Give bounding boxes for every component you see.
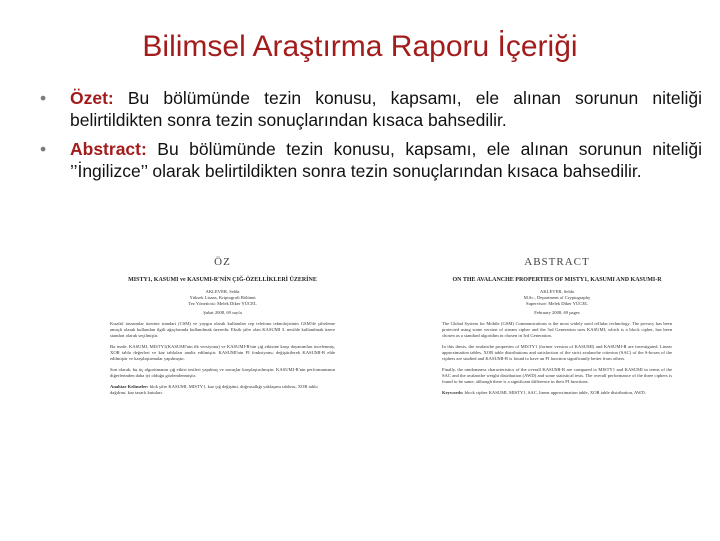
doc-label: ÖZ	[214, 256, 231, 268]
doc-label: ABSTRACT	[524, 256, 590, 268]
doc-author: AKLEVER, Selda	[540, 288, 574, 294]
doc-title: ON THE AVALANCHE PROPERTIES OF MISTY1, KASUMI AND KASUMI-R	[452, 277, 662, 283]
doc-meta	[442, 289, 672, 316]
doc-title: MISTY1, KASUMI ve KASUMI-R'NİN ÇIĞ-ÖZELLİKLERİ ÜZERİNE	[128, 277, 317, 283]
slide-title: Bilimsel Araştırma Raporu İçeriği	[142, 30, 578, 63]
bullet-text: Bu bölümünde tezin konusu, kapsamı, ele alınan sorunun niteliği ’’İngilizce’’ olarak belirtildikten sonra tezin sonuçlarından kısaca bahsedilir.	[70, 139, 702, 181]
bullet-ozet	[40, 88, 702, 131]
doc-paragraph: Bu tezde, KASUMI, MISTY1(KASUMI'nin ilk versiyonu) ve KASUMI-R'nin çığ etkisine karşı dayanımları incelenmiş, XOR tablo değerleri ve kaz tabloları analiz edilmiştir. KASUMI'nin FI fonksiyonu, değiştirilerek KASUMI-R elde edilmiştir ve karşılaştırmalar yapılmıştır.	[110, 343, 335, 361]
doc-keywords-label: Keywords:	[442, 389, 464, 395]
doc-keywords-text: blok şifre KASUMI, MISTY1, kaz çığ değişimi, doğrusallığı yaklaşımı tablosu, XOR tablo dağılımı, kaz tasarlı kutuları.	[110, 383, 318, 395]
doc-keywords	[442, 390, 672, 396]
bullet-list	[40, 88, 702, 190]
doc-supervisor: Tez Yöneticisi: Melek Diker YÜCEL	[188, 300, 257, 306]
doc-paragraph: The Global System for Mobile (GSM) Communications is the most widely used cellular technology. The privacy has been protected using some version of stream cipher and the 3rd Generation uses KASUMI, which is a block cipher, has been chosen as a standard algorithm in chosen in 3rd Generation.	[442, 320, 672, 338]
doc-paragraph: Finally, the randomness characteristics of the overall KASUMI-R are compared to MISTY1 and KASUMI in terms of the SAC and the avalanche weight distribution (AWD) and some statistical tests. The overall performance of the three ciphers is found to be same, although there is a significant difference in their FI functions.	[442, 366, 672, 384]
doc-paragraph: Kısaltıl tasarımlar üzerine standart (CSM) ve yaygın olarak kullanılan cep telefonu teknolojisinin GSM'de şifreleme amaçlı olarak kullanılan ilgili ağaçlarında kullanılmak üzeredir. Eksik şifre olan KASUMI 3. nesilde kullanılmak üzere standart olarak seçilmiştir.	[110, 320, 335, 338]
doc-keywords-label: Anahtar Kelimeler:	[110, 383, 149, 389]
doc-date: Şubat 2008, 69 sayfa	[203, 309, 242, 315]
doc-supervisor: Supervisor: Melek Diker YÜCEL	[526, 300, 588, 306]
doc-date: February 2008, 69 pages	[534, 309, 580, 315]
doc-paragraph: In this thesis, the avalanche properties of MISTY1 (former version of KASUMI) and KASUMI-R are investigated. Linear approximation tables, XOR table distributions and satisfaction of the strict avalanche criterion (SAC) of the S-boxes of the ciphers are studied and KASUMI-R is found to have an FI function significantly better from others.	[442, 343, 672, 361]
doc-paragraph: Son olarak, bu üç algoritmanın çığ etkisi testleri yapılmış ve sonuçlar karşılaştırılmıştır. KASUMI-R'nin performansının diğerlerinden daha iyi olduğu gözlemlenmiştir.	[110, 366, 335, 378]
doc-keywords	[110, 384, 335, 396]
abstract-document-image	[442, 256, 672, 541]
bullet-dot-icon: •	[40, 139, 47, 159]
doc-degree: M.Sc., Department of Cryptography	[523, 294, 591, 300]
doc-meta	[110, 289, 335, 316]
bullet-text: Bu bölümünde tezin konusu, kapsamı, ele alınan sorunun niteliği belirtildikten sonra tezin sonuçlarından kısaca bahsedilir.	[70, 88, 702, 130]
bullet-dot-icon: •	[40, 88, 47, 108]
bullet-label: Özet:	[70, 88, 114, 108]
bullet-label: Abstract:	[70, 139, 147, 159]
doc-keywords-text: block cipher KASUMI, MISTY1, SAC, linear approximation table, XOR table distribution, AWD.	[464, 389, 646, 395]
doc-degree: Yüksek Lisans, Kriptografi Bölümü	[189, 294, 256, 300]
doc-author: AKLEVER, Selda	[205, 288, 240, 294]
ozet-document-image	[110, 256, 335, 541]
bullet-abstract	[40, 139, 702, 182]
